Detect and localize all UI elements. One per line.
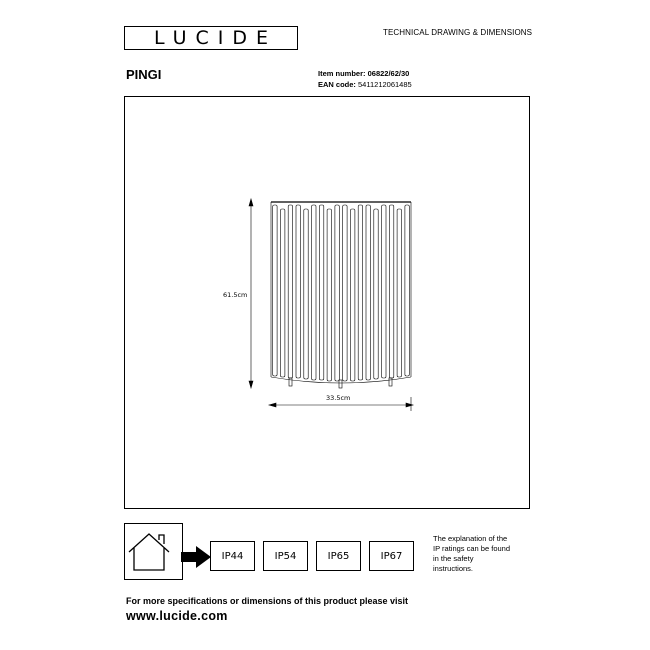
ip-note-line: IP ratings can be found — [433, 544, 510, 553]
house-chimney — [159, 535, 164, 544]
lamp-drawing — [271, 202, 411, 388]
product-meta — [318, 68, 412, 90]
lamp-foot-center — [339, 380, 342, 388]
lamp-foot-right — [389, 378, 392, 386]
width-arrow-left — [269, 403, 276, 407]
ip-badge: IP65 — [316, 541, 361, 571]
lamp-slat — [327, 209, 331, 381]
lamp-foot-left — [289, 378, 292, 386]
website-link[interactable]: www.lucide.com — [126, 609, 228, 623]
ip-badge: IP44 — [210, 541, 255, 571]
lamp-slat — [405, 205, 409, 376]
footer-note: For more specifications or dimensions of this product please visit — [126, 596, 409, 606]
lamp-slat — [397, 209, 401, 377]
item-number-value: 06822/62/30 — [367, 69, 410, 78]
arrow-right-icon — [181, 545, 213, 569]
lamp-slat — [389, 205, 393, 378]
ean-row — [318, 79, 412, 90]
lamp-slat — [273, 205, 277, 376]
ip-note-line: in the safety — [433, 554, 474, 563]
height-arrow-top — [249, 199, 253, 206]
width-dimension-label: 33.5cm — [326, 394, 351, 402]
ip-badge: IP54 — [263, 541, 308, 571]
lamp-slats — [273, 205, 410, 381]
height-dimension-label: 61.5cm — [223, 291, 248, 299]
house-roof — [129, 534, 169, 552]
house-icon-box — [124, 523, 183, 580]
lamp-slat — [335, 205, 339, 381]
item-number-row — [318, 68, 412, 79]
height-arrow-bottom — [249, 381, 253, 388]
house-walls — [134, 548, 164, 570]
brand-logo — [124, 26, 298, 50]
lamp-slat — [343, 205, 347, 381]
lamp-slat — [366, 205, 370, 380]
ip-note-line: The explanation of the — [433, 534, 508, 543]
height-dimension — [249, 199, 253, 388]
item-number-label: Item number: — [318, 69, 366, 78]
ean-label: EAN code: — [318, 80, 356, 89]
lamp-slat — [304, 209, 308, 379]
lamp-slat — [288, 205, 292, 378]
lamp-slat — [351, 209, 355, 381]
technical-drawing-frame — [124, 96, 530, 509]
lamp-slat — [296, 205, 300, 378]
lamp-slat — [319, 205, 323, 380]
technical-drawing — [125, 97, 531, 510]
lamp-slat — [312, 205, 316, 380]
ip-note-line: instructions. — [433, 564, 474, 573]
lamp-slat — [382, 205, 386, 378]
lamp-slat — [281, 209, 285, 377]
lamp-slat — [374, 209, 378, 379]
width-arrow-right — [406, 403, 413, 407]
ip-badge: IP67 — [369, 541, 414, 571]
house-icon — [125, 524, 184, 581]
brand-logo-text: LUCIDE — [153, 27, 278, 49]
ean-value: 5411212061485 — [358, 80, 412, 89]
lamp-slat — [358, 205, 362, 380]
product-name: PINGI — [126, 67, 162, 82]
document-title: TECHNICAL DRAWING & DIMENSIONS — [383, 28, 533, 37]
ip-ratings-note — [433, 534, 533, 574]
